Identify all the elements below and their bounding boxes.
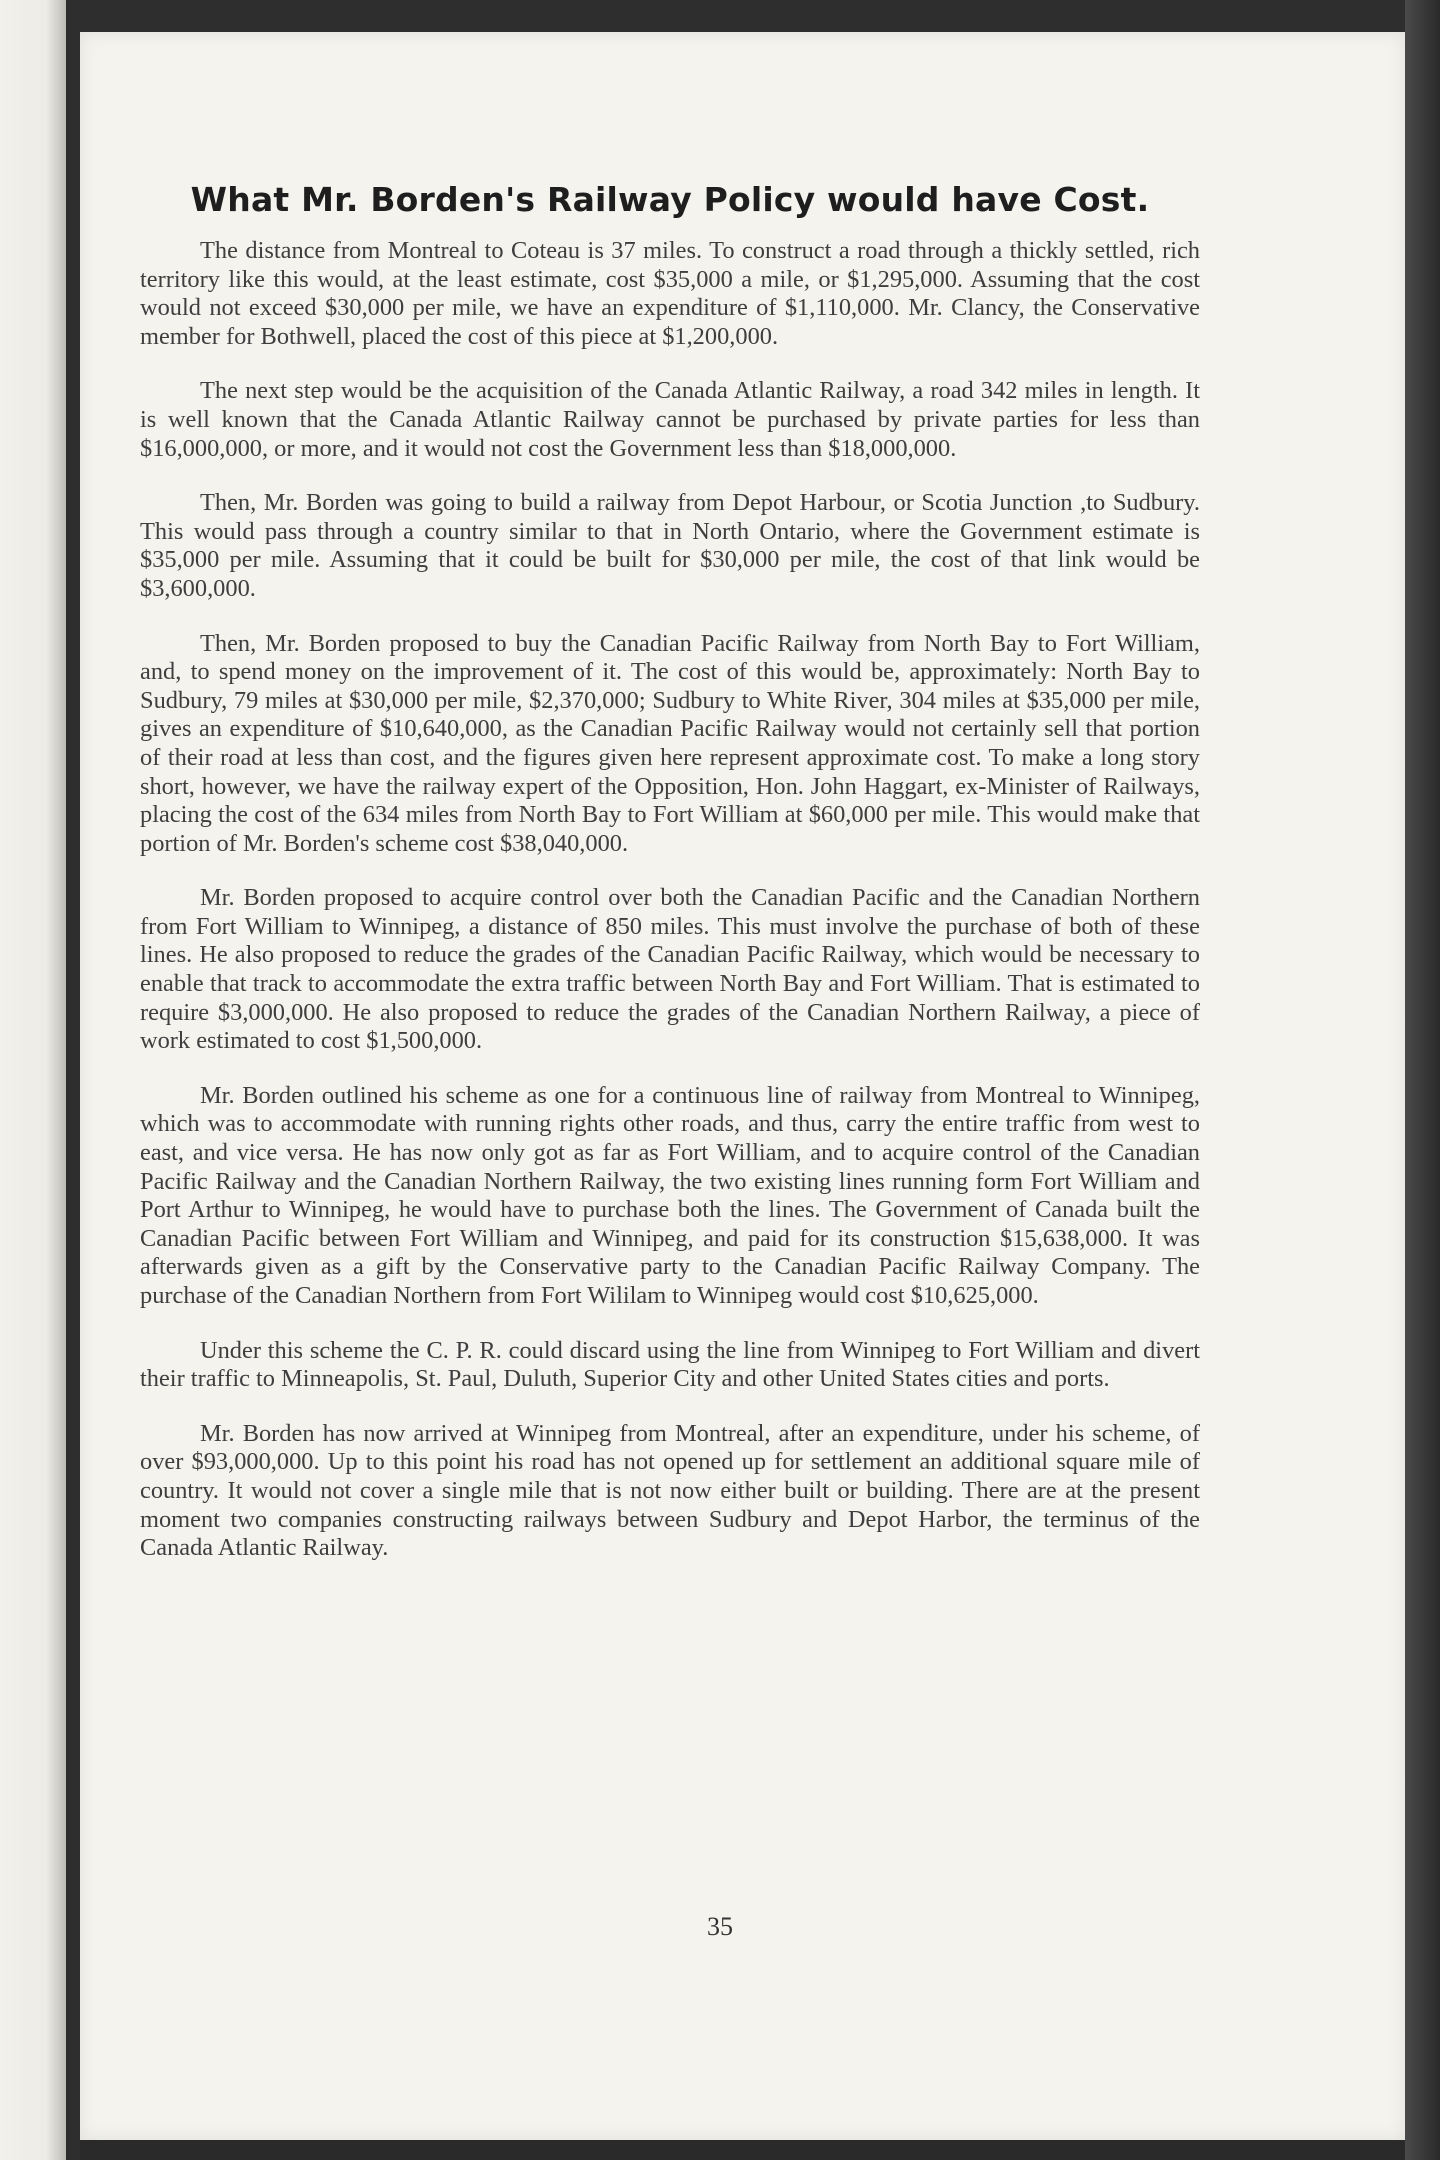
paragraph-total-expenditure: Mr. Borden has now arrived at Winnipeg from Montreal, after an expenditure, under his scheme, of over $93,000,000. Up to this point his road has not opened up for settlement an additional square mile of country. It would not cover a single mile that is not now either built or building. There are at the present moment two companies constructing railways between Sudbury and Depot Harbor, the terminus of the Canada Atlantic Railway.	[140, 1419, 1200, 1562]
paragraph-cpr-divert: Under this scheme the C. P. R. could discard using the line from Winnipeg to Fort William and divert their traffic to Minneapolis, St. Paul, Duluth, Superior City and other United States cities and ports.	[140, 1336, 1200, 1393]
paragraph-depot-harbour: Then, Mr. Borden was going to build a railway from Depot Harbour, or Scotia Junction ,to Sudbury. This would pass through a country similar to that in North Ontario, where the Government estimate is $35,000 per mile. Assuming that it could be built for $30,000 per mile, the cost of that link would be $3,600,000.	[140, 489, 1200, 602]
paragraph-montreal-coteau: The distance from Montreal to Coteau is 37 miles. To construct a road through a thickly settled, rich territory like this would, at the least estimate, cost $35,000 a mile, or $1,295,000. Assuming that the cost would not exceed $30,000 per mile, we have an expenditure of $1,110,000. Mr. Clancy, the Conservative member for Bothwell, placed the cost of this piece at $1,200,000.	[140, 237, 1200, 350]
page-content	[140, 180, 1200, 1589]
paragraph-canada-atlantic: The next step would be the acquisition of the Canada Atlantic Railway, a road 342 miles in length. It is well known that the Canada Atlantic Railway cannot be purchased by private parties for less than $16,000,000, or more, and it would not cost the Government less than $18,000,000.	[140, 377, 1200, 462]
page-bottom-shadow	[80, 2140, 1405, 2160]
paragraph-continuous-line: Mr. Borden outlined his scheme as one for a continuous line of railway from Montreal to Winnipeg, which was to accommodate with running rights other roads, and thus, carry the entire traffic from west to east, and vice versa. He has now only got as far as Fort William, and to acquire control of the Canadian Pacific Railway and the Canadian Northern Railway, the two existing lines running form Fort William and Port Arthur to Winnipeg, he would have to purchase both the lines. The Government of Canada built the Canadian Pacific between Fort William and Winnipeg, and paid for its construction $15,638,000. It was afterwards given as a gift by the Conservative party to the Canadian Pacific Railway Company. The purchase of the Canadian Northern from Fort Wililam to Winnipeg would cost $10,625,000.	[140, 1081, 1200, 1309]
previous-page-edge	[0, 0, 66, 2160]
page-title: What Mr. Borden's Railway Policy would have Cost.	[190, 180, 1150, 219]
scan-background	[1405, 0, 1440, 2160]
page-number: 35	[707, 1912, 733, 1941]
paragraph-fort-william-winnipeg: Mr. Borden proposed to acquire control over both the Canadian Pacific and the Canadian Northern from Fort William to Winnipeg, a distance of 850 miles. This must involve the purchase of both of these lines. He also proposed to reduce the grades of the Canadian Pacific Railway, which would be necessary to enable that track to accommodate the extra traffic between North Bay and Fort William. That is estimated to require $3,000,000. He also proposed to reduce the grades of the Canadian Northern Railway, a piece of work estimated to cost $1,500,000.	[140, 884, 1200, 1055]
paragraph-north-bay-fort-william: Then, Mr. Borden proposed to buy the Canadian Pacific Railway from North Bay to Fort William, and, to spend money on the improvement of it. The cost of this would be, approximately: North Bay to Sudbury, 79 miles at $30,000 per mile, $2,370,000; Sudbury to White River, 304 miles at $35,000 per mile, gives an expenditure of $10,640,000, as the Canadian Pacific Railway would not certainly sell that portion of their road at less than cost, and the figures given here represent approximate cost. To make a long story short, however, we have the railway expert of the Opposition, Hon. John Haggart, ex-Minister of Railways, placing the cost of the 634 miles from North Bay to Fort William at $60,000 per mile. This would make that portion of Mr. Borden's scheme cost $38,040,000.	[140, 629, 1200, 857]
